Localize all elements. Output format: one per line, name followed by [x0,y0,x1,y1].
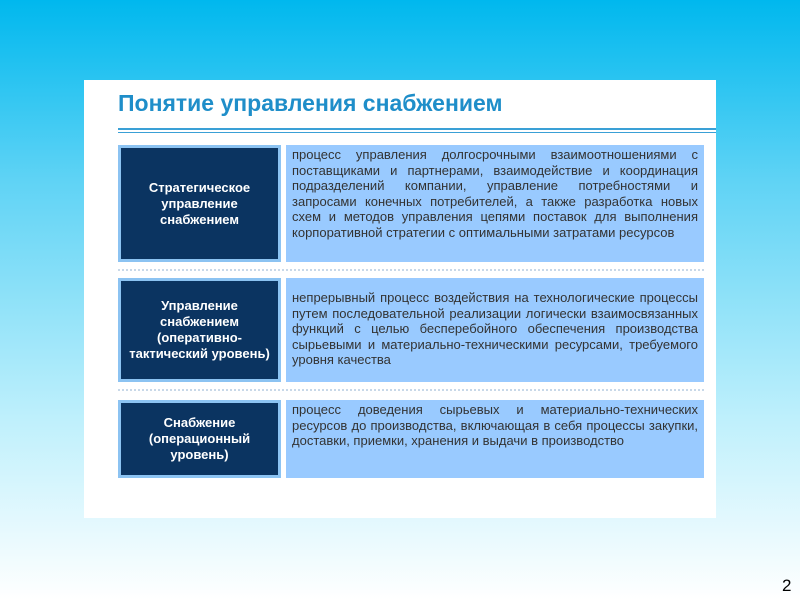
definition-text: процесс управления долгосрочными взаимоотношениями с поставщиками и партнерами, взаимодействие и координация подразделений компании, управление потребностями и запросами конечных потребителей, а также разработка новых схем и методов управления цепями поставок для выполнения корпоративной стратегии с оптимальными затратами ресурсов [286,145,704,262]
term-label: Управление снабжением (оперативно-тактический уровень) [121,281,278,379]
title-divider [118,128,716,130]
term-label: Стратегическое управление снабжением [121,148,278,259]
title-divider-thin [118,132,716,133]
page-number: 2 [782,576,792,595]
dotted-divider [118,269,704,271]
slide-title: Понятие управления снабжением [118,90,503,116]
definition-text: процесс доведения сырьевых и материально-технических ресурсов до производства, включающая в себя процессы закупки, доставки, приемки, хранения и выдачи в производство [286,400,704,478]
term-box [118,278,281,382]
definition-row [118,400,704,478]
definition-text: непрерывный процесс воздействия на технологические процессы путем последовательной реализации логически взаимосвязанных функций с целью бесперебойного обеспечения производства сырьевыми и материально-техническими ресурсами, требуемого уровня качества [286,278,704,382]
term-box [118,145,281,262]
definition-row [118,145,704,262]
term-box [118,400,281,478]
dotted-divider [118,389,704,391]
term-label: Снабжение (операционный уровень) [121,403,278,475]
definition-row [118,278,704,382]
